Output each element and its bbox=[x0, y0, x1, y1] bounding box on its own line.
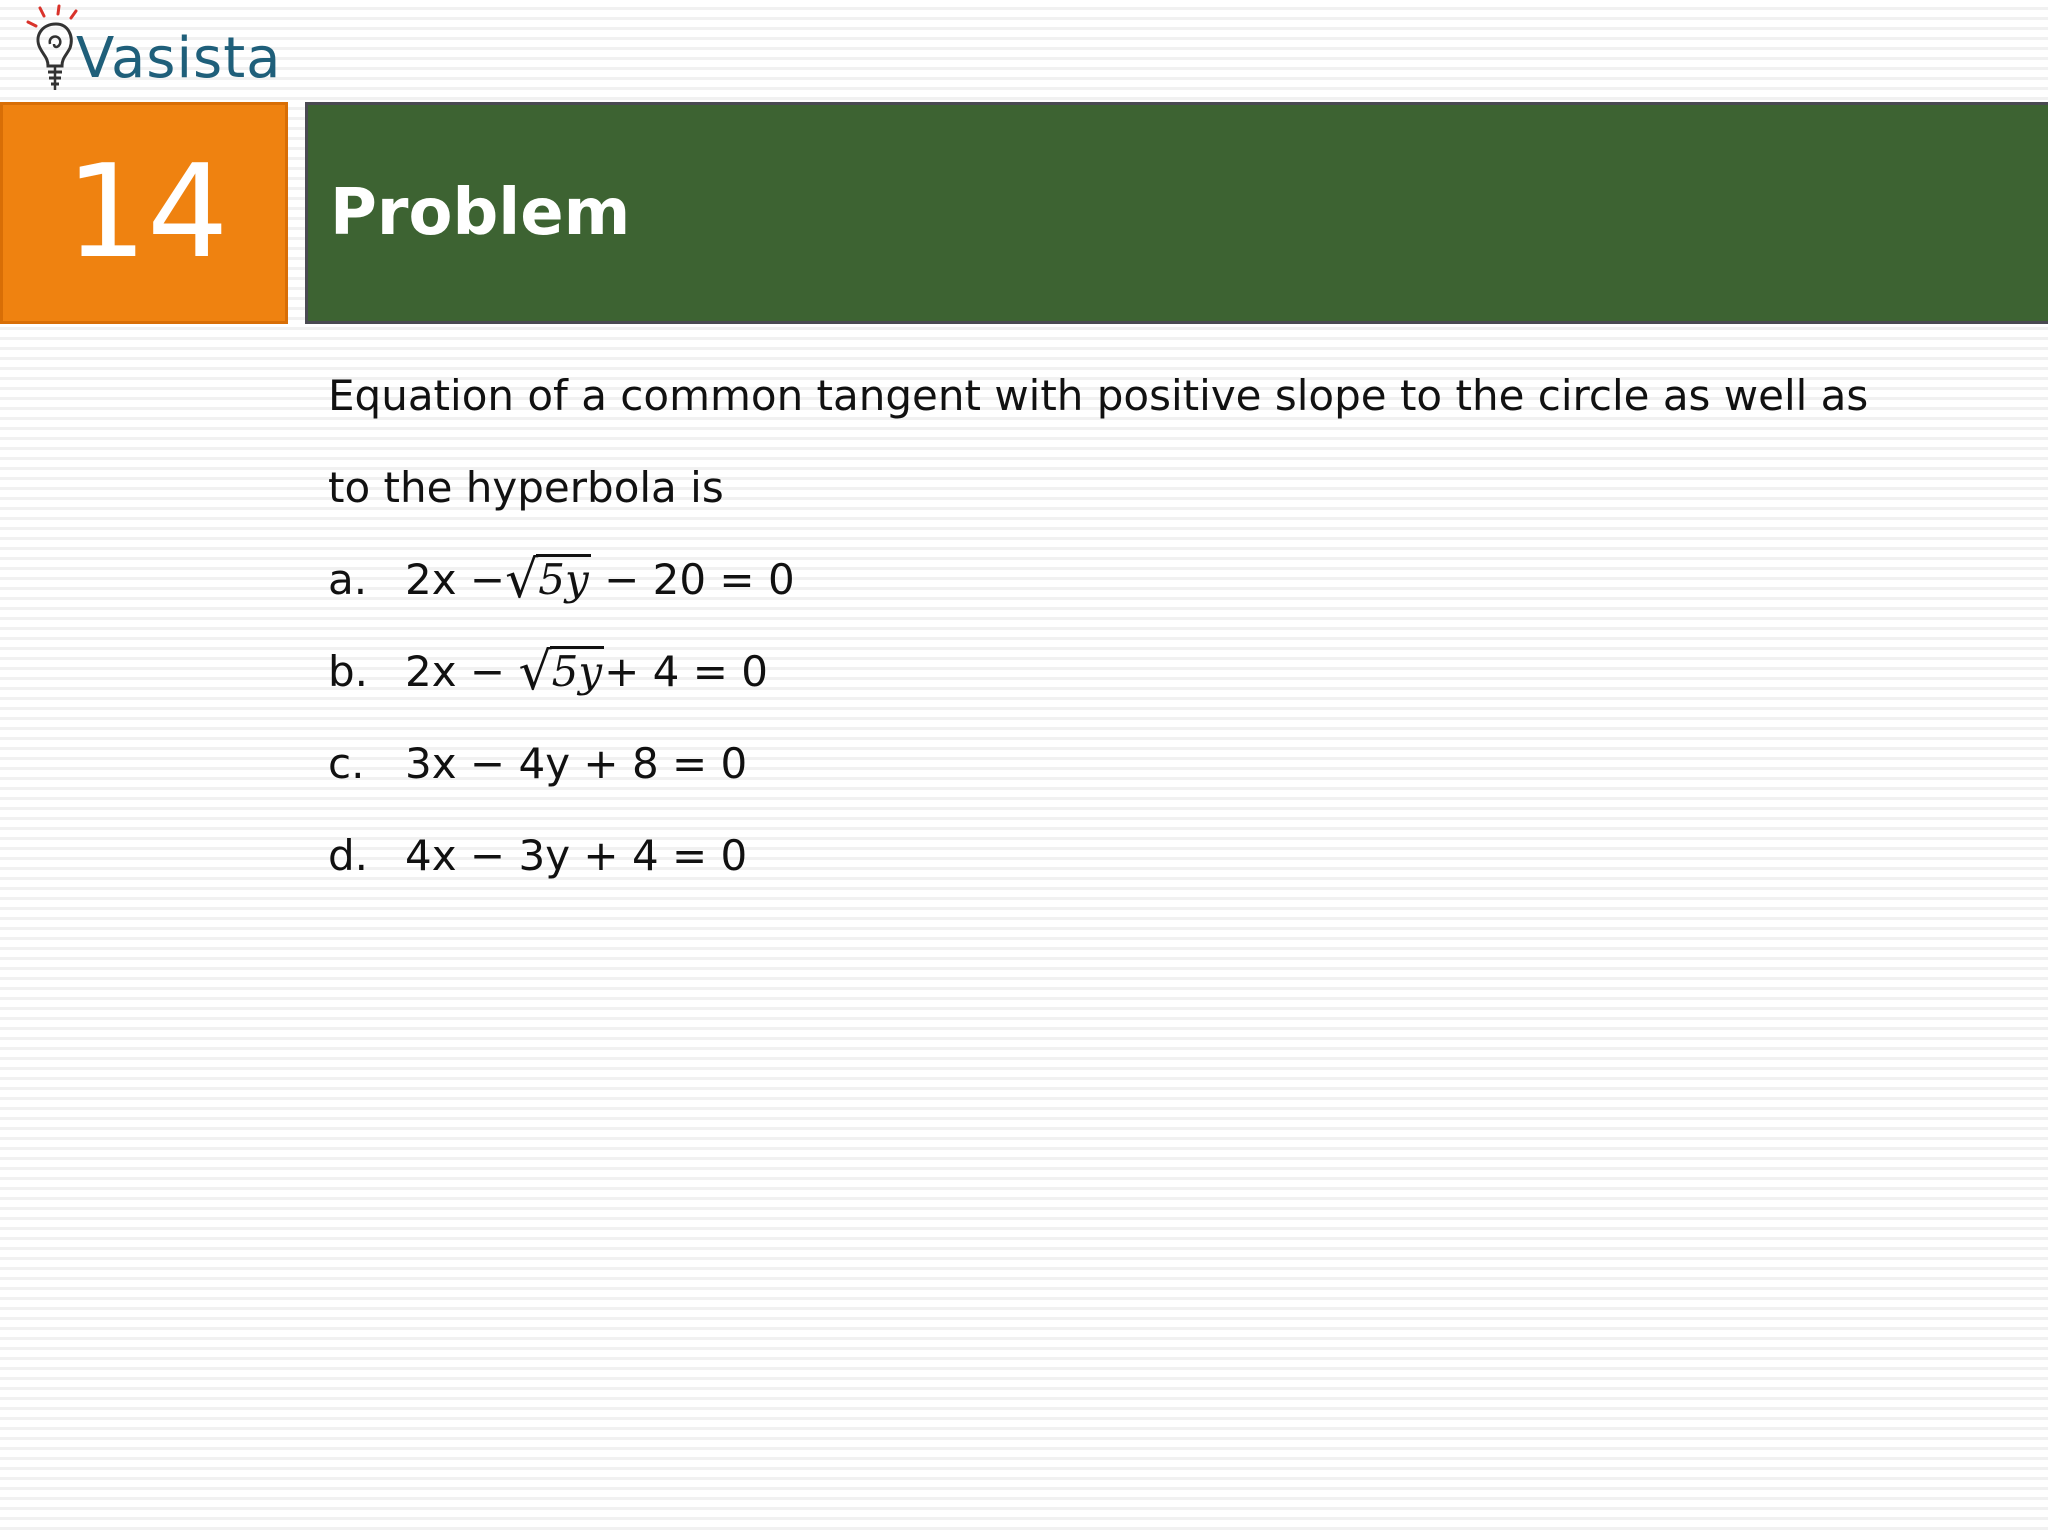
option-d bbox=[328, 828, 747, 884]
radicand: 5y bbox=[551, 647, 603, 696]
option-a bbox=[328, 552, 795, 608]
question-line-1: Equation of a common tangent with positive slope to the circle as well as bbox=[328, 371, 1869, 420]
square-root bbox=[505, 552, 591, 608]
option-letter: d. bbox=[328, 831, 369, 880]
option-b bbox=[328, 644, 768, 700]
question-line-2: to the hyperbola is bbox=[328, 463, 724, 512]
option-expr: 3x − 4y + 8 = 0 bbox=[405, 739, 748, 788]
square-root bbox=[518, 644, 604, 700]
option-expr-after: + 4 = 0 bbox=[604, 647, 768, 696]
option-letter: b. bbox=[328, 647, 369, 696]
vasista-logo bbox=[18, 4, 288, 96]
option-c bbox=[328, 736, 747, 792]
option-letter: a. bbox=[328, 555, 368, 604]
slide-title: Problem bbox=[330, 176, 631, 250]
slide-number-box bbox=[0, 102, 288, 324]
title-bar bbox=[305, 102, 2048, 324]
option-expr-before: 2x − bbox=[405, 647, 519, 696]
radicand: 5y bbox=[538, 555, 589, 604]
logo-text: Vasista bbox=[76, 26, 282, 91]
radical-sign: √ bbox=[518, 642, 552, 702]
option-letter: c. bbox=[328, 739, 365, 788]
radical-sign: √ bbox=[505, 550, 539, 610]
option-expr-before: 2x − bbox=[405, 555, 506, 604]
slide-number: 14 bbox=[65, 138, 229, 287]
option-expr: 4x − 3y + 4 = 0 bbox=[405, 831, 748, 880]
option-expr-after: − 20 = 0 bbox=[590, 555, 795, 604]
